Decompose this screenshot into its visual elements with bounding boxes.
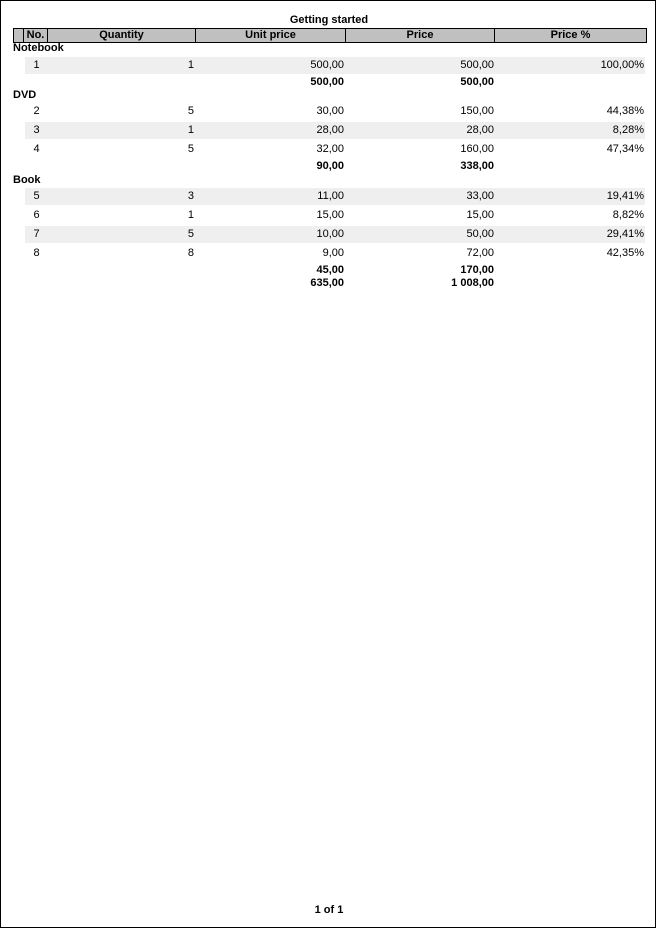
cell-price: 33,00 — [466, 190, 494, 202]
group-label-notebook: Notebook — [13, 42, 64, 54]
table-row — [25, 57, 645, 74]
cell-quantity: 1 — [187, 59, 194, 71]
cell-quantity: 5 — [187, 143, 194, 155]
subtotal-row-dvd — [25, 160, 645, 173]
cell-no: 3 — [33, 124, 40, 136]
cell-no: 8 — [33, 247, 40, 259]
cell-no: 7 — [33, 228, 40, 240]
cell-price-pct: 100,00% — [600, 59, 644, 71]
cell-price-pct: 47,34% — [606, 143, 644, 155]
table-row — [25, 141, 645, 158]
grand-total-row — [25, 277, 645, 290]
cell-unit-price: 15,00 — [316, 209, 344, 221]
header-no: No. — [24, 29, 48, 42]
cell-price-pct: 8,28% — [612, 124, 644, 136]
cell-quantity: 3 — [187, 190, 194, 202]
subtotal-price: 500,00 — [460, 76, 494, 88]
header-unit-price: Unit price — [196, 29, 346, 42]
grand-total-price: 1 008,00 — [451, 277, 494, 289]
group-label-dvd: DVD — [13, 89, 37, 101]
subtotal-unit-price: 500,00 — [310, 76, 344, 88]
cell-price: 500,00 — [460, 59, 494, 71]
cell-no: 1 — [33, 59, 40, 71]
cell-price-pct: 19,41% — [606, 190, 644, 202]
cell-unit-price: 10,00 — [316, 228, 344, 240]
header-price-pct: Price % — [550, 29, 591, 41]
cell-quantity: 8 — [187, 247, 194, 259]
subtotal-row-notebook — [25, 76, 645, 89]
subtotal-unit-price: 45,00 — [316, 264, 344, 276]
cell-price: 50,00 — [466, 228, 494, 240]
cell-quantity: 1 — [187, 124, 194, 136]
table-row — [25, 103, 645, 120]
table-header — [13, 28, 647, 43]
cell-quantity: 5 — [187, 228, 194, 240]
cell-no: 5 — [33, 190, 40, 202]
cell-price-pct: 8,82% — [612, 209, 644, 221]
cell-no: 4 — [33, 143, 40, 155]
cell-price-pct: 29,41% — [606, 228, 644, 240]
subtotal-price: 338,00 — [460, 160, 494, 172]
header-quantity: Quantity — [48, 29, 196, 42]
header-spacer — [14, 29, 24, 42]
cell-no: 6 — [33, 209, 40, 221]
cell-unit-price: 9,00 — [322, 247, 344, 259]
cell-price-pct: 42,35% — [606, 247, 644, 259]
page-number: 1 of 1 — [314, 904, 344, 916]
subtotal-row-book — [25, 264, 645, 277]
table-row — [25, 226, 645, 243]
cell-unit-price: 30,00 — [316, 105, 344, 117]
report-title: Getting started — [289, 14, 369, 26]
cell-price: 28,00 — [466, 124, 494, 136]
table-row — [25, 188, 645, 205]
header-price: Price — [346, 29, 495, 42]
cell-price-pct: 44,38% — [606, 105, 644, 117]
cell-unit-price: 500,00 — [310, 59, 344, 71]
subtotal-unit-price: 90,00 — [316, 160, 344, 172]
cell-price: 160,00 — [460, 143, 494, 155]
table-row — [25, 207, 645, 224]
cell-no: 2 — [33, 105, 40, 117]
table-row — [25, 122, 645, 139]
cell-price: 15,00 — [466, 209, 494, 221]
cell-unit-price: 32,00 — [316, 143, 344, 155]
cell-price: 150,00 — [460, 105, 494, 117]
cell-quantity: 1 — [187, 209, 194, 221]
cell-unit-price: 11,00 — [317, 190, 344, 202]
table-row — [25, 245, 645, 262]
cell-quantity: 5 — [187, 105, 194, 117]
grand-total-unit-price: 635,00 — [310, 277, 344, 289]
subtotal-price: 170,00 — [460, 264, 494, 276]
group-label-book: Book — [13, 174, 41, 186]
cell-unit-price: 28,00 — [316, 124, 344, 136]
cell-price: 72,00 — [466, 247, 494, 259]
